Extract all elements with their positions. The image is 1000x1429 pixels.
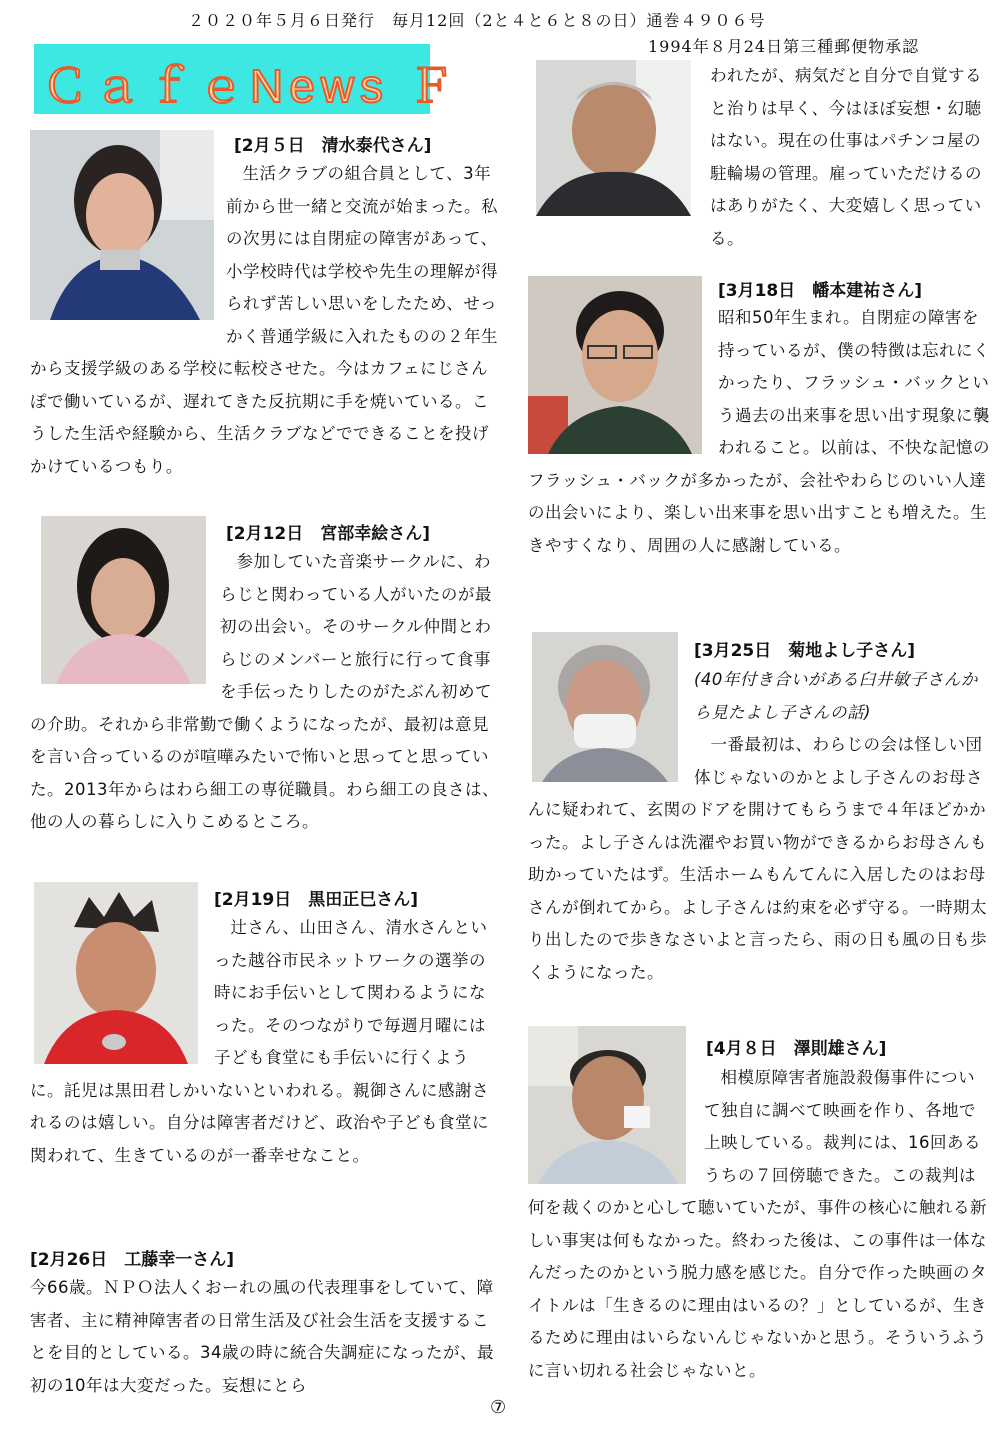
logo-text: ＣａｆｅNews Ｆ xyxy=(42,60,460,112)
article-body: 参加していた音楽サークルに、わらじと関わっている人がいたのが最初の出会い。そのサークル仲間とわらじのメンバーと旅行に行って食事を手伝ったりしたのがたぶん初めての介助。それから非常勤で働くようになったが、最初は意見を言い合っているのが喧嘩みたいで怖いと思ってと思っていた。2013年からはわら細工の専従職員。わら細工の良さは、他の人の暮らしに入りこめるところ。 xyxy=(30,552,499,831)
article-body: 相模原障害者施設殺傷事件について独自に調べて映画を作り、各地で上映している。裁判には、16回あるうちの７回傍聴できた。この裁判は何を裁くのかと心して聴いていたが、事件の核心に触れる新しい事実は何もなかった。終わった後は、この事件は一体なんだったのかという脱力感を感じた。自分で作った映画のタイトルは「生きるのに理由はいるの？」としているが、生きるために理由はいらないんじゃないかと思う。そういうふうに言い切れる社会じゃないと。 xyxy=(528,1068,987,1380)
article-heading: [4月８日 澤則雄さん] xyxy=(706,1039,887,1059)
cafe-news-logo xyxy=(34,44,460,114)
article-body: 生活クラブの組合員として、3年前から世一緒と交流が始まった。私の次男には自閉症の障害があって、小学校時代は学校や先生の理解が得られず苦しい思いをしたため、せっかく普通学級に入れたものの２年生から支援学級のある学校に転校させた。今はカフェにじさんぽで働いているが、遅れてきた反抗期に手を焼いている。こうした生活や経験から、生活クラブなどでできることを投げかけているつもり。 xyxy=(30,164,498,476)
article-body: 今66歳。ＮＰＯ法人くおーれの風の代表理事をしていて、障害者、主に精神障害者の日常生活及び社会生活を支援することを目的としている。34歳の時に統合失調症になったが、最初の10年は大変だった。妄想にとら xyxy=(30,1278,494,1395)
article-body: 辻さん、山田さん、清水さんといった越谷市民ネットワークの選挙の時にお手伝いとして関わるようになった。そのつながりで毎週月曜には子ども食堂にも手伝いに行くように。託児は黒田君しかいないといわれる。親御さんに感謝されるのは嬉しい。自分は障害者だけど、政治や子ども食堂に関われて、生きているのが一番幸せなこと。 xyxy=(30,918,489,1165)
article-body: 昭和50年生まれ。自閉症の障害を持っているが、僕の特徴は忘れにくかったり、フラッシュ・バックという過去の出来事を思い出す現象に襲われること。以前は、不快な記憶のフラッシュ・バックが多かったが、会社やわらじのいい人達の出会いにより、楽しい出来事を思い出すことも増えた。生きやすくなり、周囲の人に感謝している。 xyxy=(528,308,990,555)
issue-info: ２０２０年５月６日発行 毎月12回（2と４と６と８の日）通巻４９０６号 xyxy=(188,11,766,30)
article-body-continued: われたが、病気だと自分で自覚すると治りは早く、今はほぼ妄想・幻聴はない。現在の仕事はパチンコ屋の駐輪場の管理。雇っていただけるのはありがたく、大変嬉しく思っている。 xyxy=(710,66,982,248)
article-heading: [2月19日 黒田正巳さん] xyxy=(214,890,419,910)
postal-approval: 1994年８月24日第三種郵便物承認 xyxy=(648,37,920,56)
article-note: (40年付き合いがある臼井敏子さんから見たよし子さんの話) xyxy=(694,670,978,722)
page-number: ⑦ xyxy=(490,1397,507,1418)
article-heading: [3月18日 幡本建祐さん] xyxy=(718,281,923,301)
article-heading: [2月12日 宮部幸絵さん] xyxy=(226,524,431,544)
article-body: (40年付き合いがある臼井敏子さんから見たよし子さんの話) 一番最初は、わらじの会は怪しい団体じゃないのかとよし子さんのお母さんに疑われて、玄関のドアを開けてもらうまで４年ほどかかった。よし子さんは洗濯やお買い物ができるからお母さんも助かっていたはず。生活ホームもんてんに入居したのはお母さんが倒れてから。よし子さんは約束を必ず守る。一時期太り出したので歩きなさいよと言ったら、雨の日も風の日も歩くようになった。 xyxy=(528,664,992,989)
article-heading: [2月５日 清水泰代さん] xyxy=(234,136,432,156)
article-heading: [3月25日 菊地よし子さん] xyxy=(694,641,916,661)
article-heading: [2月26日 工藤幸一さん] xyxy=(30,1250,235,1270)
